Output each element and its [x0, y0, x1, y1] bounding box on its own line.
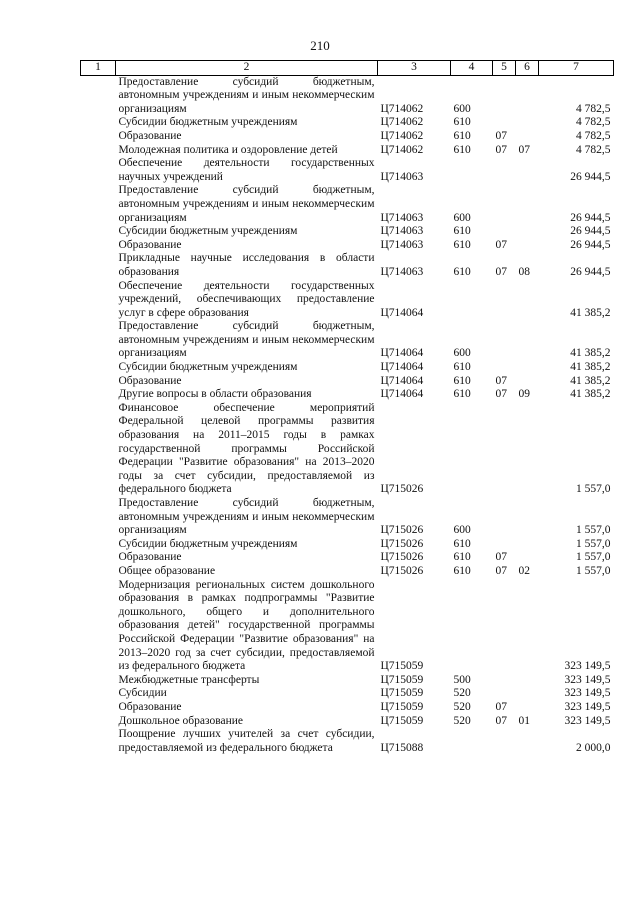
row-sum-cell: 323 149,5	[564, 687, 611, 700]
row-section-cell	[493, 687, 516, 701]
row-sum-cell: 323 149,5	[564, 714, 611, 727]
column-header-3: 3	[378, 61, 451, 76]
table-row	[81, 579, 614, 674]
row-code-cell: Ц715059	[380, 687, 424, 700]
table-row	[81, 687, 614, 701]
row-sum-cell: 1 557,0	[576, 551, 611, 564]
row-subsection-cell	[516, 728, 539, 755]
row-spacer-cell	[81, 715, 116, 729]
row-expense-type-cell: 610	[453, 374, 471, 387]
table-row	[81, 225, 614, 239]
table-row	[81, 252, 614, 279]
row-subsection-cell	[516, 701, 539, 715]
row-expense-type-cell: 600	[453, 211, 471, 224]
column-header-5: 5	[493, 61, 516, 76]
row-expense-type-cell: 610	[453, 537, 471, 550]
row-name-cell: Предоставление субсидий бюджетным, автономным учреждениям и иным некоммерческим организациям	[118, 497, 375, 537]
row-section-cell	[493, 497, 516, 538]
row-name-cell: Поощрение лучших учителей за счет субсидии, предоставляемой из федерального бюджета	[118, 728, 375, 754]
row-expense-type-cell: 610	[453, 265, 471, 278]
header-row	[81, 61, 614, 76]
row-spacer-cell	[81, 361, 116, 375]
row-code-cell: Ц715026	[380, 551, 424, 564]
row-name-cell: Субсидии бюджетным учреждениям	[118, 225, 298, 238]
row-sum-cell: 4 782,5	[576, 116, 611, 129]
row-sum-cell: 2 000,0	[576, 741, 611, 754]
row-sum-cell: 41 385,2	[570, 306, 611, 319]
row-code-cell: Ц714063	[380, 211, 424, 224]
row-expense-type-cell: 610	[453, 388, 471, 401]
row-section-cell	[493, 402, 516, 497]
row-section-cell: 07	[495, 551, 507, 564]
row-expense-type-cell: 500	[453, 673, 471, 686]
table-row	[81, 388, 614, 402]
row-expense-type-cell: 610	[453, 564, 471, 577]
row-spacer-cell	[81, 565, 116, 579]
row-section-cell	[493, 184, 516, 225]
row-section-cell: 07	[495, 143, 507, 156]
row-code-cell: Ц715026	[380, 524, 424, 537]
table-row	[81, 701, 614, 715]
row-expense-type-cell	[451, 728, 493, 755]
row-sum-cell: 1 557,0	[576, 564, 611, 577]
row-section-cell: 07	[495, 129, 507, 142]
row-name-cell: Дошкольное образование	[118, 714, 244, 727]
row-section-cell	[493, 538, 516, 552]
row-section-cell	[493, 674, 516, 688]
row-name-cell: Общее образование	[118, 564, 216, 577]
row-subsection-cell	[516, 157, 539, 184]
table-row	[81, 715, 614, 729]
row-subsection-cell	[516, 402, 539, 497]
row-expense-type-cell: 610	[453, 143, 471, 156]
row-spacer-cell	[81, 551, 116, 565]
row-name-cell: Предоставление субсидий бюджетным, автономным учреждениям и иным некоммерческим организациям	[118, 75, 375, 115]
table-row	[81, 728, 614, 755]
row-code-cell: Ц714062	[380, 129, 424, 142]
row-section-cell	[493, 280, 516, 321]
row-code-cell: Ц714062	[380, 143, 424, 156]
row-sum-cell: 41 385,2	[570, 374, 611, 387]
row-subsection-cell: 09	[518, 388, 530, 401]
row-name-cell: Образование	[118, 551, 182, 564]
row-section-cell: 07	[495, 564, 507, 577]
row-spacer-cell	[81, 239, 116, 253]
table-body	[81, 75, 614, 755]
row-sum-cell: 26 944,5	[570, 238, 611, 251]
table-row	[81, 674, 614, 688]
row-name-cell: Образование	[118, 374, 182, 387]
row-subsection-cell	[516, 361, 539, 375]
row-subsection-cell	[516, 225, 539, 239]
row-expense-type-cell: 610	[453, 225, 471, 238]
row-subsection-cell	[516, 579, 539, 674]
row-spacer-cell	[81, 579, 116, 674]
row-name-cell: Прикладные научные исследования в области образования	[118, 252, 375, 278]
row-subsection-cell	[516, 320, 539, 361]
table-row	[81, 75, 614, 116]
row-subsection-cell: 01	[518, 714, 530, 727]
row-spacer-cell	[81, 388, 116, 402]
row-section-cell	[493, 116, 516, 130]
row-code-cell: Ц714063	[380, 265, 424, 278]
row-spacer-cell	[81, 130, 116, 144]
table-row	[81, 239, 614, 253]
row-expense-type-cell: 610	[453, 238, 471, 251]
row-code-cell: Ц714064	[380, 347, 424, 360]
row-code-cell: Ц715026	[380, 564, 424, 577]
row-sum-cell: 26 944,5	[570, 211, 611, 224]
table-row	[81, 116, 614, 130]
row-section-cell	[493, 225, 516, 239]
row-expense-type-cell: 600	[453, 524, 471, 537]
row-code-cell: Ц714064	[380, 306, 424, 319]
row-spacer-cell	[81, 728, 116, 755]
row-subsection-cell	[516, 538, 539, 552]
row-code-cell: Ц715059	[380, 700, 424, 713]
row-sum-cell: 4 782,5	[576, 143, 611, 156]
row-spacer-cell	[81, 252, 116, 279]
row-code-cell: Ц715088	[380, 741, 424, 754]
row-expense-type-cell: 610	[453, 129, 471, 142]
row-expense-type-cell	[451, 402, 493, 497]
row-expense-type-cell: 520	[453, 714, 471, 727]
table-row	[81, 184, 614, 225]
row-subsection-cell	[516, 551, 539, 565]
row-code-cell: Ц714063	[380, 225, 424, 238]
row-subsection-cell	[516, 687, 539, 701]
row-name-cell: Образование	[118, 238, 182, 251]
row-spacer-cell	[81, 701, 116, 715]
column-header-6: 6	[516, 61, 539, 76]
row-sum-cell: 4 782,5	[576, 102, 611, 115]
row-code-cell: Ц714064	[380, 374, 424, 387]
table-row	[81, 157, 614, 184]
budget-table	[80, 60, 614, 755]
row-code-cell: Ц714064	[380, 388, 424, 401]
row-spacer-cell	[81, 402, 116, 497]
table-row	[81, 565, 614, 579]
row-code-cell: Ц715059	[380, 673, 424, 686]
row-section-cell	[493, 579, 516, 674]
row-sum-cell: 323 149,5	[564, 700, 611, 713]
row-name-cell: Образование	[118, 700, 182, 713]
row-subsection-cell	[516, 130, 539, 144]
row-code-cell: Ц714063	[380, 170, 424, 183]
row-sum-cell: 1 557,0	[576, 537, 611, 550]
row-sum-cell: 323 149,5	[564, 673, 611, 686]
row-spacer-cell	[81, 538, 116, 552]
row-sum-cell: 26 944,5	[570, 225, 611, 238]
row-expense-type-cell	[451, 579, 493, 674]
row-spacer-cell	[81, 280, 116, 321]
row-spacer-cell	[81, 75, 116, 116]
row-sum-cell: 26 944,5	[570, 170, 611, 183]
row-section-cell: 07	[495, 388, 507, 401]
row-code-cell: Ц714062	[380, 116, 424, 129]
row-sum-cell: 41 385,2	[570, 388, 611, 401]
table-row	[81, 144, 614, 158]
column-header-2: 2	[116, 61, 378, 76]
row-spacer-cell	[81, 497, 116, 538]
row-spacer-cell	[81, 225, 116, 239]
page-number: 210	[310, 38, 330, 53]
row-section-cell: 07	[495, 238, 507, 251]
row-subsection-cell	[516, 116, 539, 130]
row-name-cell: Обеспечение деятельности государственных учреждений, обеспечивающих предоставление услуг в сфере образования	[118, 279, 375, 319]
row-section-cell: 07	[495, 374, 507, 387]
row-spacer-cell	[81, 674, 116, 688]
column-header-1: 1	[81, 61, 116, 76]
row-name-cell: Субсидии	[118, 687, 167, 700]
row-subsection-cell	[516, 184, 539, 225]
row-expense-type-cell: 600	[453, 102, 471, 115]
row-sum-cell: 323 149,5	[564, 660, 611, 673]
row-expense-type-cell	[451, 157, 493, 184]
table-row	[81, 280, 614, 321]
row-sum-cell: 26 944,5	[570, 265, 611, 278]
row-subsection-cell	[516, 375, 539, 389]
row-expense-type-cell: 610	[453, 361, 471, 374]
row-name-cell: Межбюджетные трансферты	[118, 673, 260, 686]
row-code-cell: Ц715026	[380, 537, 424, 550]
row-spacer-cell	[81, 157, 116, 184]
column-header-7: 7	[539, 61, 614, 76]
row-code-cell: Ц715059	[380, 660, 424, 673]
table-row	[81, 361, 614, 375]
row-expense-type-cell: 610	[453, 551, 471, 564]
row-name-cell: Модернизация региональных систем дошкольного образования в рамках подпрограммы "Развитие дошкольного, общего и дополнительного образования детей" государственной программы Российской Федерации "Развитие образования" на 2013–2020 год за счет субсидии, предоставляемой из федерального бюджета	[118, 578, 375, 673]
row-subsection-cell	[516, 239, 539, 253]
row-section-cell: 07	[495, 714, 507, 727]
row-code-cell: Ц715059	[380, 714, 424, 727]
row-section-cell: 07	[495, 700, 507, 713]
row-spacer-cell	[81, 375, 116, 389]
row-subsection-cell: 02	[518, 564, 530, 577]
row-spacer-cell	[81, 687, 116, 701]
row-subsection-cell	[516, 674, 539, 688]
row-subsection-cell	[516, 497, 539, 538]
row-spacer-cell	[81, 144, 116, 158]
row-sum-cell: 41 385,2	[570, 347, 611, 360]
row-code-cell: Ц714062	[380, 102, 424, 115]
row-section-cell	[493, 157, 516, 184]
row-section-cell: 07	[495, 265, 507, 278]
row-name-cell: Другие вопросы в области образования	[118, 388, 312, 401]
table-row	[81, 497, 614, 538]
row-section-cell	[493, 320, 516, 361]
row-spacer-cell	[81, 116, 116, 130]
row-name-cell: Обеспечение деятельности государственных научных учреждений	[118, 157, 375, 183]
row-code-cell: Ц714064	[380, 361, 424, 374]
row-name-cell: Образование	[118, 129, 182, 142]
row-name-cell: Молодежная политика и оздоровление детей	[118, 143, 338, 156]
row-subsection-cell	[516, 75, 539, 116]
row-sum-cell: 1 557,0	[576, 524, 611, 537]
row-expense-type-cell: 600	[453, 347, 471, 360]
row-name-cell: Субсидии бюджетным учреждениям	[118, 361, 298, 374]
row-name-cell: Предоставление субсидий бюджетным, автономным учреждениям и иным некоммерческим организациям	[118, 184, 375, 224]
row-name-cell: Субсидии бюджетным учреждениям	[118, 537, 298, 550]
table-row	[81, 375, 614, 389]
row-section-cell	[493, 728, 516, 755]
row-expense-type-cell: 520	[453, 700, 471, 713]
column-header-4: 4	[451, 61, 493, 76]
row-expense-type-cell	[451, 280, 493, 321]
row-name-cell: Предоставление субсидий бюджетным, автономным учреждениям и иным некоммерческим организациям	[118, 320, 375, 360]
row-subsection-cell	[516, 280, 539, 321]
row-sum-cell: 1 557,0	[576, 483, 611, 496]
table-row	[81, 538, 614, 552]
row-sum-cell: 41 385,2	[570, 361, 611, 374]
row-expense-type-cell: 610	[453, 116, 471, 129]
table-row	[81, 402, 614, 497]
row-spacer-cell	[81, 184, 116, 225]
row-name-cell: Субсидии бюджетным учреждениям	[118, 116, 298, 129]
table-row	[81, 130, 614, 144]
row-expense-type-cell: 520	[453, 687, 471, 700]
row-name-cell: Финансовое обеспечение мероприятий Федеральной целевой программы развития образования на 2011–2015 годы в рамках государственной программы Российской Федерации "Развитие образования" на 2013–2020 годы за счет субсидии, предоставляемой из федерального бюджета	[118, 401, 375, 496]
row-code-cell: Ц715026	[380, 483, 424, 496]
row-subsection-cell: 08	[518, 265, 530, 278]
table-row	[81, 551, 614, 565]
row-section-cell	[493, 75, 516, 116]
row-subsection-cell: 07	[518, 143, 530, 156]
table-row	[81, 320, 614, 361]
row-section-cell	[493, 361, 516, 375]
row-spacer-cell	[81, 320, 116, 361]
row-sum-cell: 4 782,5	[576, 129, 611, 142]
row-code-cell: Ц714063	[380, 238, 424, 251]
